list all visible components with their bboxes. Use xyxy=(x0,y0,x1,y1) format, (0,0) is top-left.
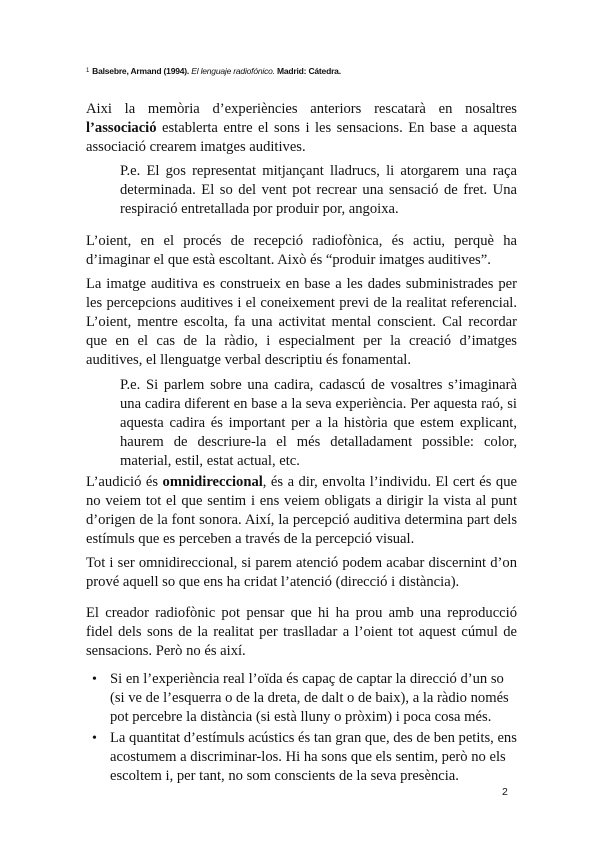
example-gos: P.e. El gos representat mitjançant lladrucs, li atorgarem una raça determinada. El so del vent pot recrear una sensació de fret. Una respiració entretallada por produir por, angoixa. xyxy=(120,163,517,217)
list-item xyxy=(86,670,517,727)
paragraph-discernir: Tot i ser omnidireccional, si parem atenció podem acabar discernint d’on prové aquell so que ens ha cridat l’atenció (direcció i distància). xyxy=(86,555,517,590)
list-item xyxy=(86,729,517,786)
bullet-list xyxy=(86,670,517,788)
paragraph-omnidireccional xyxy=(86,473,517,549)
paragraph-text: establerta entre el sons i les sensacions. En base a aquesta associació crearem imatges auditives. xyxy=(86,120,517,155)
list-item-text: Si en l’experiència real l’oïda és capaç de captar la direcció d’un so (si ve de l’esquerra o de la dreta, de dalt o de baix), a la ràdio només pot percebre la distància (si està lluny o pròxim) i poca cosa més. xyxy=(110,671,509,725)
footnote-marker: 1 xyxy=(86,68,90,74)
bullet-icon: • xyxy=(92,731,97,746)
paragraph-text: Aixi la memòria d’experiències anteriors rescatarà en nosaltres xyxy=(86,101,517,117)
paragraph-associacio xyxy=(86,100,517,157)
footnote-publisher: Madrid: Cátedra. xyxy=(277,66,341,76)
example-cadira: P.e. Si parlem sobre una cadira, cadascú de vosaltres s’imaginarà una cadira diferent en base a la seva experiència. Per aquesta raó, si aquesta cadira és important per a la història que estem explicant, haurem de descriure-la el més detalladament possible: color, material, estil, estat actual, etc. xyxy=(120,377,517,469)
paragraph-imatge-auditiva: La imatge auditiva es construeix en base a les dades subministrades per les percepcions auditives i el coneixement previ de la realitat referencial. L’oient, mentre escolta, fa una activitat mental conscient. Cal recordar que en el cas de la ràdio, i especialment per la creació d’imatges auditives, el llenguatge verbal descriptiu és fonamental. xyxy=(86,276,517,368)
list-item-text: La quantitat d’estímuls acústics és tan gran que, des de ben petits, ens acostumem a discriminar-los. Hi ha sons que els sentim, però no els escoltem i, per tant, no som conscients de la seva presència. xyxy=(110,730,517,784)
footnote-title: El lenguaje radiofónico. xyxy=(191,66,275,76)
footnote xyxy=(86,66,526,77)
bold-term-associacio: l’associació xyxy=(86,120,157,136)
paragraph-text: , és a dir, envolta l’individu. El cert és que no veiem tot el que sentim i ens veiem obligats a dirigir la vista al punt d’origen de la font sonora. Així, la percepció auditiva determina part dels estímuls que es perceben a través de la percepció visual. xyxy=(86,474,517,547)
paragraph-creador: El creador radiofònic pot pensar que hi ha prou amb una reproducció fidel dels sons de la realitat per traslladar a l’oient tot aquest cúmul de sensacions. Però no és així. xyxy=(86,605,517,659)
paragraph-text: L’audició és xyxy=(86,474,163,490)
bullet-icon: • xyxy=(92,672,97,687)
paragraph-oient-actiu: L’oient, en el procés de recepció radiofònica, és actiu, perquè ha d’imaginar el que està escoltant. Això és “produir imatges auditives”. xyxy=(86,233,517,268)
bold-term-omnidireccional: omnidireccional xyxy=(162,474,263,490)
footnote-author: Balsebre, Armand (1994). xyxy=(92,66,190,76)
page-number: 2 xyxy=(502,786,508,798)
